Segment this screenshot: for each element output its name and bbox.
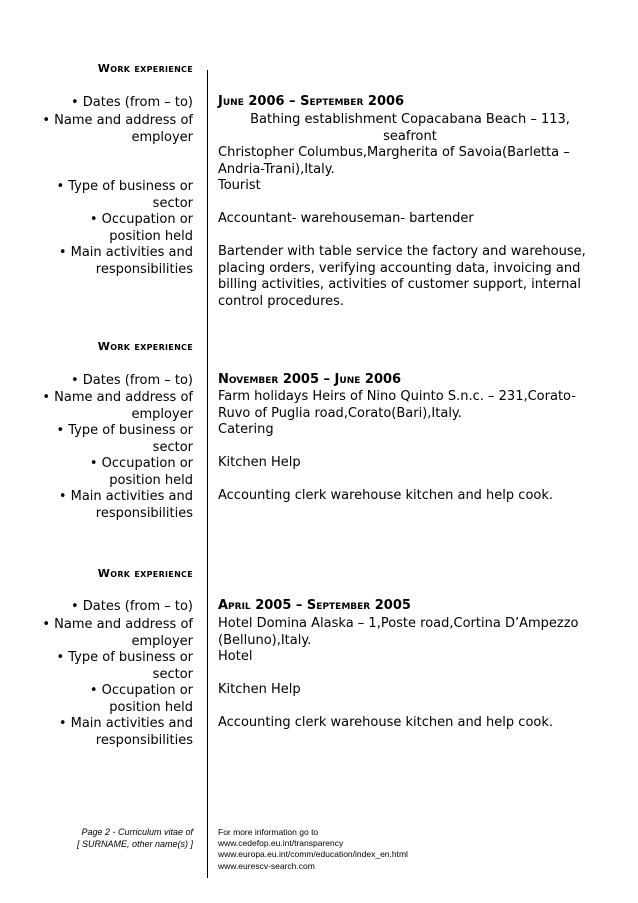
footer-links [218, 827, 518, 872]
business-value-1: Tourist [218, 178, 261, 193]
label-employer-2: • Name and address of employer [42, 390, 193, 422]
occupation-value-1: Accountant- warehouseman- bartender [218, 211, 474, 226]
section-title-2: Work experience [97, 340, 193, 353]
footer-link-cedefop[interactable]: www.cedefop.eu.int/transparency [218, 838, 344, 849]
activities-value-3: Accounting clerk warehouse kitchen and help cook. [218, 715, 554, 730]
occupation-value-2: Kitchen Help [218, 455, 301, 470]
label-dates-1: • Dates (from – to) [71, 95, 193, 110]
footer-name-line: [ SURNAME, other name(s) ] [76, 838, 193, 849]
column-divider [207, 70, 208, 878]
footer-page-line: Page 2 - Curriculum vitae of [81, 827, 193, 837]
label-occupation-1: • Occupation or position held [89, 212, 193, 244]
label-employer-1: • Name and address of employer [42, 113, 193, 145]
label-business-2: • Type of business or sector [56, 423, 193, 455]
footer-link-europa[interactable]: www.europa.eu.int/comm/education/index_en.html [218, 849, 408, 860]
business-value-2: Catering [218, 422, 274, 437]
label-occupation-2: • Occupation or position held [89, 456, 193, 488]
label-business-3: • Type of business or sector [56, 650, 193, 682]
employer-value-1a: Bathing establishment Copacabana Beach – 113, seafront [250, 112, 570, 144]
label-business-1: • Type of business or sector [56, 179, 193, 211]
label-employer-3: • Name and address of employer [42, 617, 193, 649]
footer-page-info [13, 827, 193, 850]
label-activities-1: • Main activities and responsibilities [58, 245, 193, 277]
footer-info-text: For more information go to [218, 827, 319, 837]
label-dates-3: • Dates (from – to) [71, 599, 193, 614]
label-occupation-3: • Occupation or position held [89, 683, 193, 715]
dates-value-3: April 2005 – September 2005 [218, 598, 411, 613]
employer-value-2: Farm holidays Heirs of Nino Quinto S.n.c. – 231,Corato-Ruvo of Puglia road,Corato(Bari),Italy. [218, 389, 576, 421]
business-value-3: Hotel [218, 649, 253, 664]
employer-value-1b: Christopher Columbus,Margherita of Savoia(Barletta – Andria-Trani),Italy. [218, 145, 570, 177]
section-title-1: Work experience [97, 62, 193, 75]
employer-value-3: Hotel Domina Alaska – 1,Poste road,Cortina D’Ampezzo (Belluno),Italy. [218, 616, 579, 648]
label-dates-2: • Dates (from – to) [71, 373, 193, 388]
occupation-value-3: Kitchen Help [218, 682, 301, 697]
activities-value-1: Bartender with table service the factory and warehouse, placing orders, verifying accounting data, invoicing and billing activities, activities of customer support, internal control procedures. [218, 244, 586, 309]
label-activities-2: • Main activities and responsibilities [58, 489, 193, 521]
footer-link-eurescv[interactable]: www.eurescv-search.com [218, 860, 315, 871]
section-title-3: Work experience [97, 567, 193, 580]
dates-value-1: June 2006 – September 2006 [218, 94, 405, 109]
activities-value-2: Accounting clerk warehouse kitchen and help cook. [218, 488, 554, 503]
label-activities-3: • Main activities and responsibilities [58, 716, 193, 748]
dates-value-2: November 2005 – June 2006 [218, 372, 402, 387]
